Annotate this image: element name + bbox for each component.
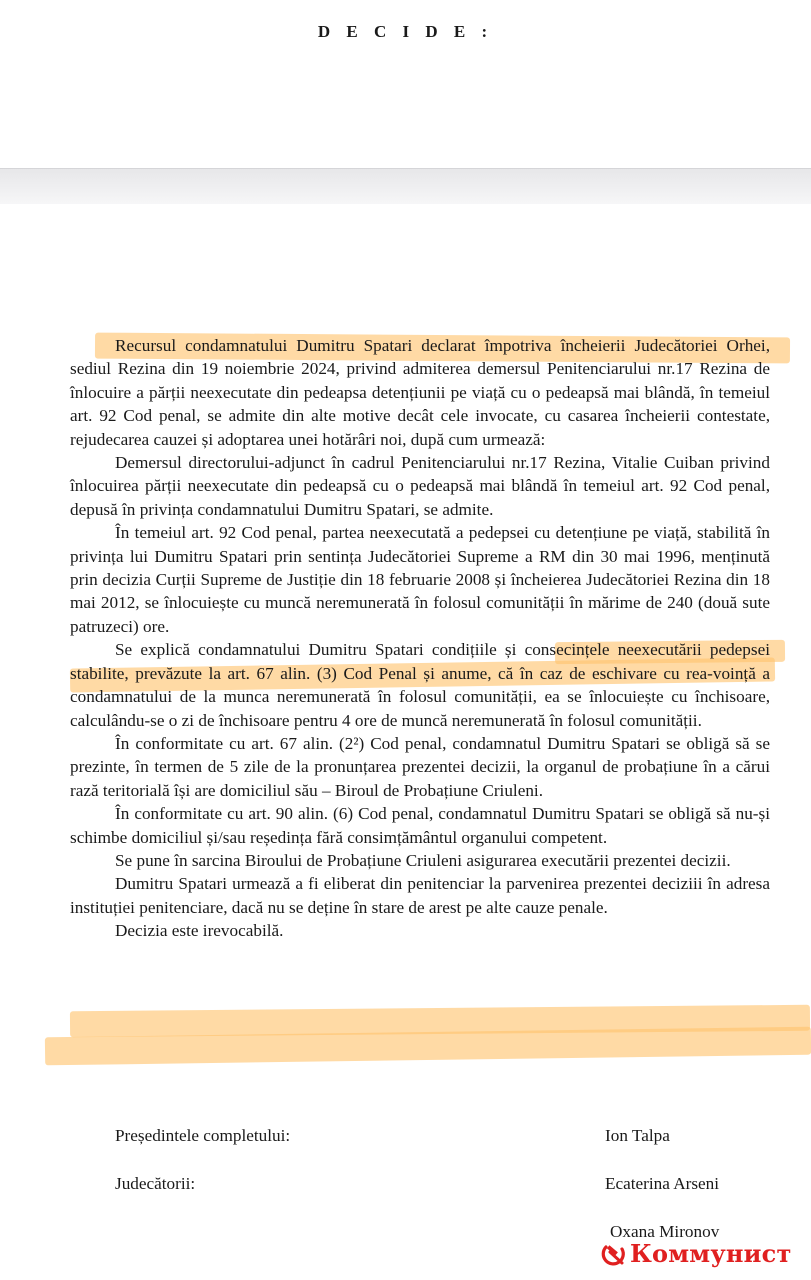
kommunist-watermark [600,1236,792,1270]
paragraph-appeal: Recursul condamnatului Dumitru Spatari declarat împotriva încheierii Judecătoriei Orhei, sediul Rezina din 19 noiembrie 2024, privind admiterea demersul Penitenciarului nr.17 Rezina de înlocuire a părții neexecutate din pedeapsa detențiunii pe viață cu o pedeapsă mai blândă, în temeiul art. 92 Cod penal, se admite din alte motive decât cele invocate, cu casarea încheierii contestate, rejudecarea cauzei și adoptarea unei hotărâri noi, după cum urmează: [70,336,770,449]
judges-role: Judecătorii: [115,1174,196,1193]
judge-name-2: Oxana Mironov [610,1222,720,1241]
judge-name-1: Ecaterina Arseni [605,1174,720,1193]
paragraph-domicile: În conformitate cu art. 90 alin. (6) Cod penal, condamnatul Dumitru Spatari se obligă să nu-și schimbe domiciliul și/sau reședința fără consimțământul organului competent. [70,804,770,847]
hammer-sickle-icon [600,1239,628,1267]
presiding-name: Ion Talpa [605,1126,670,1145]
paragraph-probation-report: În conformitate cu art. 67 alin. (2²) Cod penal, condamnatul Dumitru Spatari se obligă să se prezinte, în termen de 5 zile de la pronunțarea prezentei decizii, la organul de probațiune în a cărui rază teritorială își are domiciliul său – Biroul de Probațiune Criuleni. [70,733,770,800]
watermark-text: Коммунист [630,1238,792,1268]
presiding-role: Președintele completului: [115,1126,291,1145]
decision-heading: D E C I D E : [317,22,494,41]
paragraph-execution: Se pune în sarcina Biroului de Probațiune Criuleni asigurarea executării prezentei decizii. [115,850,731,870]
paragraph-release: Dumitru Spatari urmează a fi eliberat din penitenciar la parvenirea prezentei deciziii în adresa instituției penitenciare, dacă nu se deține în stare de arest pe alte cauze penale. [70,874,770,917]
paragraph-request: Demersul directorului-adjunct în cadrul Penitenciarului nr.17 Rezina, Vitalie Cuiban privind înlocuirea părții neexecutate din pedeapsă cu o pedeapsă mai blândă în temeiul art. 92 Cod penal, depusă în privința condamnatului Dumitru Spatari, se admite. [70,453,770,519]
paragraph-sentence-replacement: În temeiul art. 92 Cod penal, partea neexecutată a pedepsei cu detențiune pe viață, stabilită în privința lui Dumitru Spatari prin sentința Judecătoriei Supreme a RM din 30 mai 1996, menținută prin decizia Curții Supreme de Justiție din 18 februarie 2008 și încheierea Judecătoriei Rezina din 18 mai 2012, se înlocuiește cu muncă neremunerată în folosul comunității în mărime de 240 (două sute patruzeci) ore. [70,523,770,636]
paragraph-conditions: Se explică condamnatului Dumitru Spatari condițiile și consecințele neexecutării pedepsei stabilite, prevăzute la art. 67 alin. (3) Cod Penal și anume, că în caz de eschivare cu rea-voință a condamnatului de la munca neremunerată în folosul comunității, ea se înlocuiește cu închisoare, calculându-se o zi de închisoare pentru 4 ore de muncă neremunerată în folosul comunității. [70,640,770,730]
paragraph-irrevocable: Decizia este irevocabilă. [115,921,284,941]
